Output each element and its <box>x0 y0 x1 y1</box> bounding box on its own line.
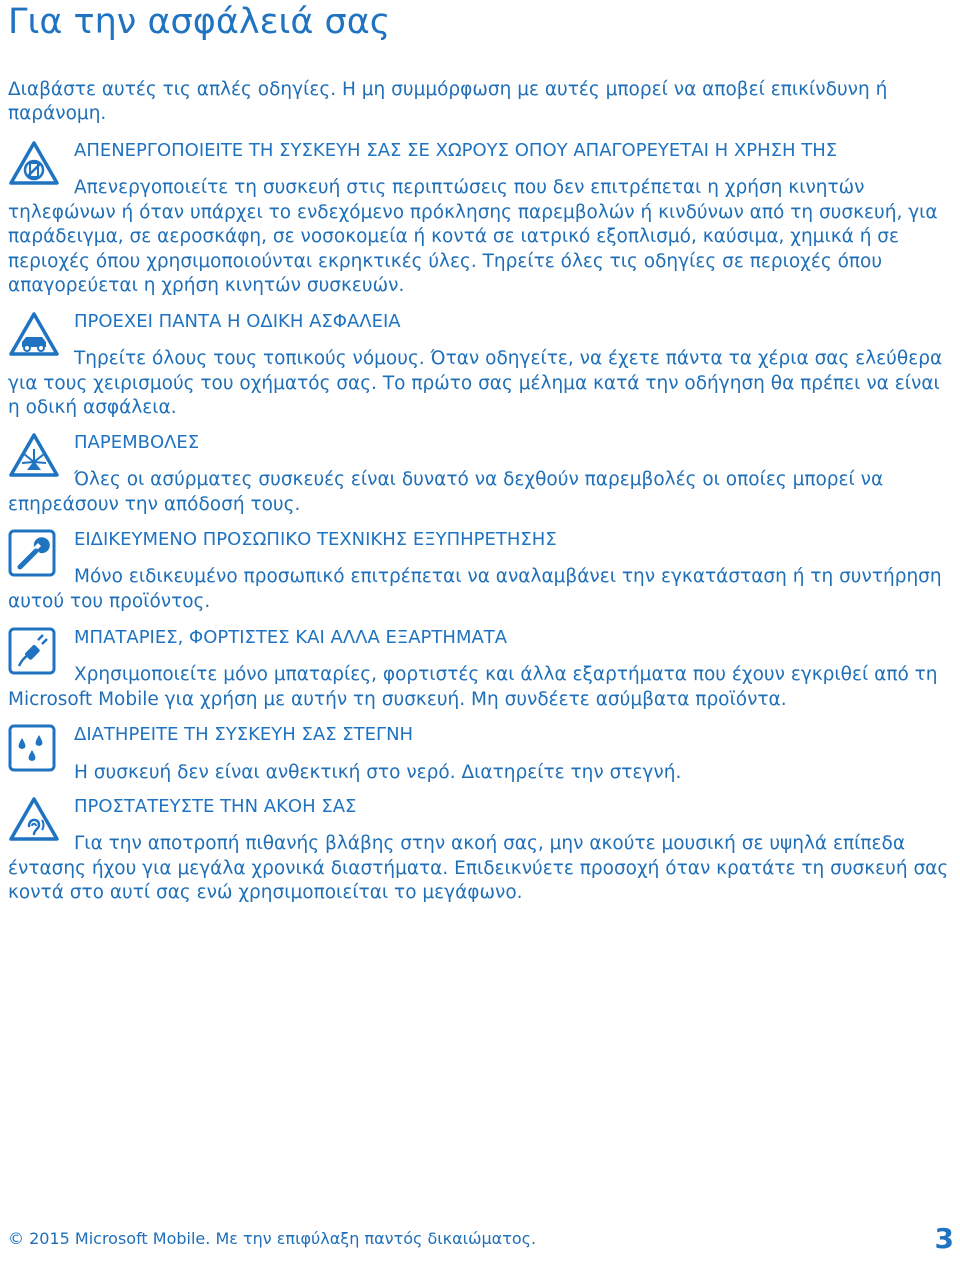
intro-text: Διαβάστε αυτές τις απλές οδηγίες. Η μη συμμόρφωση με αυτές μπορεί να αποβεί επικίνδυνη ή παράνομη. <box>8 79 888 124</box>
section-body: Όλες οι ασύρματες συσκευές είναι δυνατό να δεχθούν παρεμβολές οι οποίες μπορεί να επηρεάσουν την απόδοσή τους. <box>8 469 884 515</box>
section-body: Τηρείτε όλους τους τοπικούς νόμους. Όταν οδηγείτε, να έχετε πάντα τα χέρια σας ελεύθερα για τους χειρισμούς του οχήματός σας. Το πρώτο σας μέλημα κατά την οδήγηση θα πρέπει να είναι η οδική ασφάλεια. <box>8 348 943 418</box>
footer-copyright: © 2015 Microsoft Mobile. Με την επιφύλαξη παντός δικαιώματος. <box>8 1229 537 1248</box>
page-number: 3 <box>934 1222 954 1255</box>
section-body: Μόνο ειδικευμένο προσωπικό επιτρέπεται να αναλαμβάνει την εγκατάσταση ή τη συντήρηση αυτού του προϊόντος. <box>8 566 942 612</box>
section-heading: ΑΠΕΝΕΡΓΟΠΟΙΕΙΤΕ ΤΗ ΣΥΣΚΕΥΗ ΣΑΣ ΣΕ ΧΩΡΟΥΣ ΟΠΟΥ ΑΠΑΓΟΡΕΥΕΤΑΙ Η ΧΡΗΣΗ ΤΗΣ <box>74 140 838 161</box>
section-heading: ΠΑΡΕΜΒΟΛΕΣ <box>74 432 200 453</box>
section-body: Χρησιμοποιείτε μόνο μπαταρίες, φορτιστές και άλλα εξαρτήματα που έχουν εγκριθεί από τη Microsoft Mobile για χρήση με αυτήν τη συσκευή. Μη συνδέετε ασύμβατα προϊόντα. <box>8 664 938 710</box>
section-heading: ΔΙΑΤΗΡΕΙΤΕ ΤΗ ΣΥΣΚΕΥΗ ΣΑΣ ΣΤΕΓΝΗ <box>74 724 414 745</box>
section-body: Απενεργοποιείτε τη συσκευή στις περιπτώσεις που δεν επιτρέπεται η χρήση κινητών τηλεφώνων ή όταν υπάρχει το ενδεχόμενο πρόκλησης παρεμβολών ή κινδύνων από τη συσκευή, για παράδειγμα, σε αεροσκάφη, σε νοσοκομεία ή κοντά σε ιατρικό εξοπλισμό, καύσιμα, χημικά ή σε περιοχές όπου χρησιμοποιούνται εκρηκτικές ύλες. Τηρείτε όλες τις οδηγίες σε περιοχές όπου απαγορεύεται η χρήση κινητών συσκευών. <box>8 177 938 296</box>
section-heading: ΠΡΟΕΧΕΙ ΠΑΝΤΑ Η ΟΔΙΚΗ ΑΣΦΑΛΕΙΑ <box>74 311 401 332</box>
section-heading: ΠΡΟΣΤΑΤΕΥΣΤΕ ΤΗΝ ΑΚΟΗ ΣΑΣ <box>74 796 357 817</box>
section-body: Η συσκευή δεν είναι ανθεκτική στο νερό. Διατηρείτε την στεγνή. <box>74 762 682 783</box>
section-heading: ΜΠΑΤΑΡΙΕΣ, ΦΟΡΤΙΣΤΕΣ ΚΑΙ ΑΛΛΑ ΕΞΑΡΤΗΜΑΤΑ <box>74 627 508 648</box>
page-title: Για την ασφάλειά σας <box>8 2 391 42</box>
section-heading: ΕΙΔΙΚΕΥΜΕΝΟ ΠΡΟΣΩΠΙΚΟ ΤΕΧΝΙΚΗΣ ΕΞΥΠΗΡΕΤΗΣΗΣ <box>74 529 557 550</box>
section-body: Για την αποτροπή πιθανής βλάβης στην ακοή σας, μην ακούτε μουσική σε υψηλά επίπεδα έντασης ήχου για μεγάλα χρονικά διαστήματα. Επιδεικνύετε προσοχή όταν κρατάτε τη συσκευή σας κοντά στο αυτί σας ενώ χρησιμοποιείται το μεγάφωνο. <box>8 833 949 903</box>
